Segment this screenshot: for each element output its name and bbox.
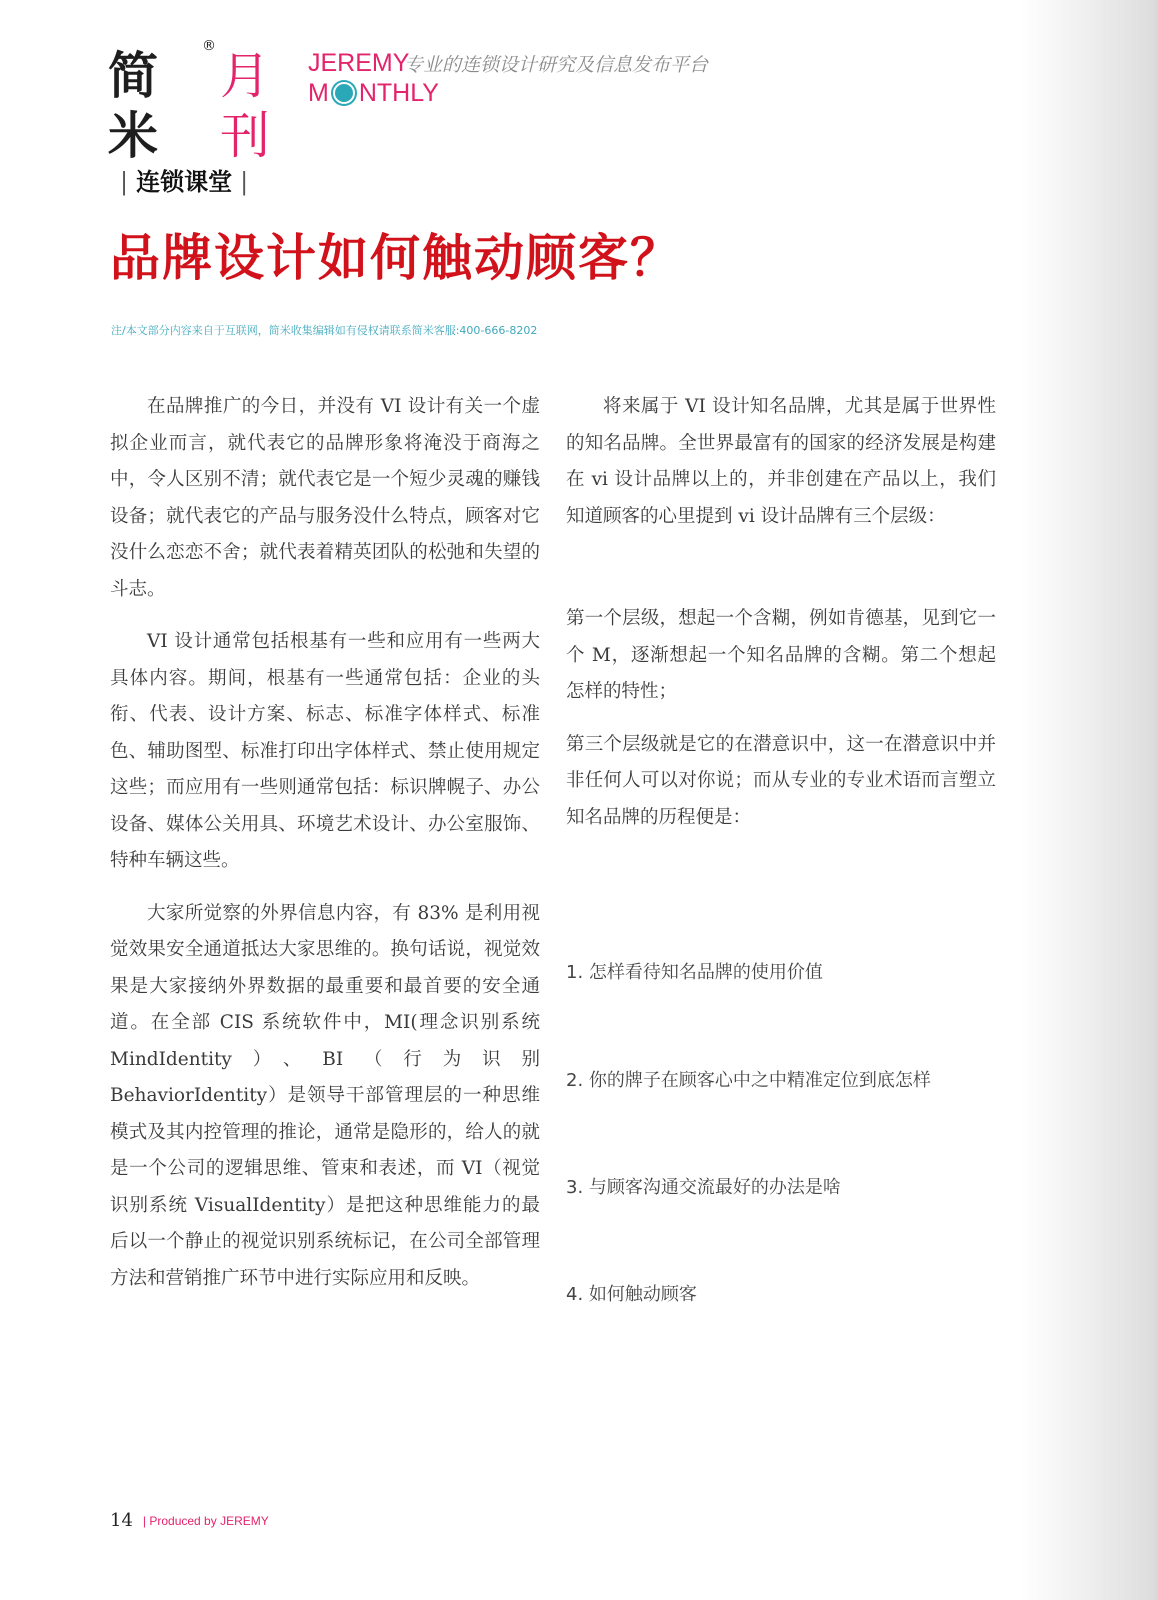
logo-en-line1: JEREMY [308, 49, 410, 77]
paragraph: 第一个层级，想起一个含糊，例如肯德基，见到它一个 M，逐渐想起一个知名品牌的含糊。第二个想起怎样的特性； [566, 608, 996, 702]
paragraph: VI 设计通常包括根基有一些和应用有一些两大具体内容。期间，根基有一些通常包括：企业的头衔、代表、设计方案、标志、标准字体样式、标准色、辅助图型、标准打印出字体样式、禁止使用规定这些；而应用有一些则通常包括：标识牌幌子、办公设备、媒体公关用具、环境艺术设计、办公室服饰、特种车辆这些。 [110, 631, 540, 871]
paragraph: 在品牌推广的今日，并没有 VI 设计有关一个虚拟企业而言，就代表它的品牌形象将淹没于商海之中，令人区别不清；就代表它是一个短少灵魂的赚钱设备；就代表它的产品与服务没什么特点，顾客对它没什么恋恋不舍；就代表着精英团队的松弛和失望的斗志。 [110, 396, 540, 600]
left-column [110, 389, 540, 1307]
logo-cn-pink: 月刊 [220, 47, 268, 165]
list-item: 3. 与顾客沟通交流最好的办法是啥 [566, 1177, 841, 1198]
page-footer [110, 1510, 269, 1531]
paragraph: 大家所觉察的外界信息内容，有 83% 是利用视觉效果安全通道抵达大家思维的。换句话说，视觉效果是大家接纳外界数据的最重要和最首要的安全通道。在全部 CIS 系统软件中，MI(理念识别系统 MindIdentity）、BI（行为识别 BehaviorIdentity）是领导干部管理层的一种思维模式及其内控管理的推论，通常是隐形的，给人的就是一个公司的逻辑思维、管束和表述，而 VI（视觉识别系统 VisualIdentity）是把这种思维能力的最后以一个静止的视觉识别系统标记，在公司全部管理方法和营销推广环节中进行实际应用和反映。 [110, 902, 540, 1289]
copyright-note: 注/本文部分内容来自于互联网，简米收集编辑如有侵权请联系简米客服:400-666-8202 [111, 324, 538, 337]
page-number: 14 [110, 1510, 133, 1531]
circle-o-icon [333, 82, 355, 104]
section-label: | 连锁课堂 | [120, 167, 249, 196]
paragraph: 第三个层级就是它的在潜意识中，这一在潜意识中并非任何人可以对你说；而从专业的专业术语而言塑立知名品牌的历程便是： [566, 733, 996, 828]
list-item: 4. 如何触动顾客 [566, 1284, 697, 1305]
logo-cn-black: 简米 [108, 47, 156, 165]
list-item: 1. 怎样看待知名品牌的使用价值 [566, 962, 823, 983]
paragraph: 将来属于 VI 设计知名品牌，尤其是属于世界性的知名品牌。全世界最富有的国家的经济发展是构建在 vi 设计品牌以上的，并非创建在产品以上，我们知道顾客的心里提到 vi 设计品牌有三个层级： [566, 396, 996, 527]
produced-by: | Produced by JEREMY [142, 1513, 269, 1528]
right-column [566, 389, 996, 846]
tagline: 专业的连锁设计研究及信息发布平台 [404, 54, 709, 76]
registered-mark: ® [202, 38, 216, 54]
list-item: 2. 你的牌子在顾客心中之中精准定位到底怎样 [566, 1070, 931, 1091]
divider: | [120, 168, 129, 196]
page-title: 品牌设计如何触动顾客？ [110, 229, 682, 287]
logo-en-line2: M NTHLY [308, 79, 439, 107]
divider: | [240, 168, 249, 196]
